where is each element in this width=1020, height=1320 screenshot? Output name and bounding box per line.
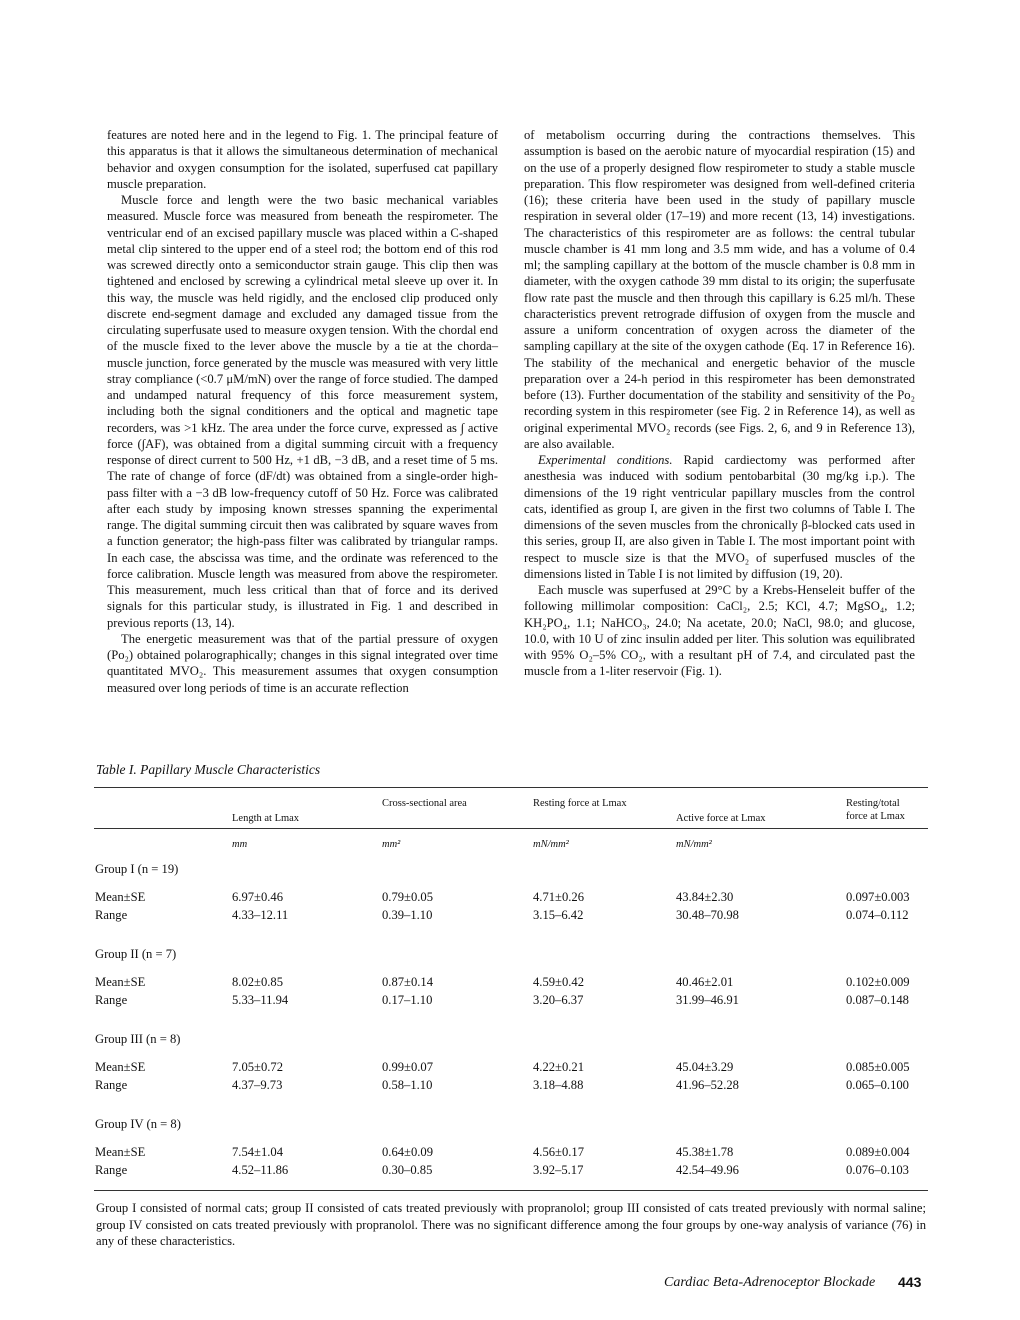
table-cell: 4.59±0.42 [533,975,584,989]
table-cell: 45.04±3.29 [676,1060,734,1074]
paragraph-text: Each muscle was superfused at 29°C by a Krebs-Henseleit buffer of the following millimolar composition: CaCl₂, 2.5; KCl, 4.7; MgSO₄, 1.2; KH₂PO₄, 1.1; NaHCO₃, 24.0; Na acetate, 20.0; NaCl, 98.0; and glucose, 10.0, with 10 U of zinc insulin added per liter. This solution was equilibrated with 95% O₂–5% CO₂, with a resultant pH of 7.4, and circulated past the muscle from a 1-liter reservoir (Fig. 1). [524,583,915,679]
column-unit: mm² [382,839,401,850]
column-header: Resting force at Lmax [533,798,627,809]
row-label: Range [95,993,128,1007]
table-cell: 4.22±0.21 [533,1060,584,1074]
page-number: 443 [898,1274,922,1290]
paragraph-text: The energetic measurement was that of the partial pressure of oxygen (Po₂) obtained polarographically; changes in this signal integrated over time quantitated MVO₂. This measurement assumes that oxygen consumption measured over long periods of time is an accurate reflection [107,631,498,695]
table-cell: 0.102±0.009 [846,975,910,989]
table-bottom-rule [94,1190,928,1191]
group-label: Group II (n = 7) [95,947,177,961]
table-caption: Table I. Papillary Muscle Characteristics [96,762,321,777]
table-cell: 8.02±0.85 [232,975,283,989]
column-header: Cross-sectional area [382,798,467,809]
table-cell: 41.96–52.28 [676,1078,739,1092]
row-label: Mean±SE [95,1145,146,1159]
column-unit: mN/mm² [533,839,569,850]
table-cell: 0.087–0.148 [846,993,909,1007]
table-cell: 0.79±0.05 [382,890,433,904]
table-cell: 43.84±2.30 [676,890,734,904]
table-cell: 0.99±0.07 [382,1060,433,1074]
table-cell: 0.58–1.10 [382,1078,433,1092]
table-cell: 6.97±0.46 [232,890,283,904]
column-header: Active force at Lmax [676,813,766,824]
right-column [524,127,915,680]
row-label: Range [95,1163,128,1177]
paragraph-text: Rapid cardiectomy was performed after anesthesia was induced with sodium pentobarbital (30 mg/kg i.p.). The dimensions of the 19 right ventricular papillary muscles from the control cats, identified as group I, are given in the first two columns of Table I. The dimensions of the seven muscles from the chronically β-blocked cats used in this series, group II, are also given in Table I. The most important point with respect to muscle size is that the MVO₂ of superfused muscles of the dimensions listed in Table I is not limited by diffusion (19, 20). [524,453,915,581]
group-label: Group I (n = 19) [95,862,179,876]
row-label: Mean±SE [95,975,146,989]
table-cell: 7.54±1.04 [232,1145,283,1159]
group-label: Group IV (n = 8) [95,1117,181,1131]
table-header-rule [94,828,928,829]
table-cell: 3.15–6.42 [533,908,584,922]
table-cell: 40.46±2.01 [676,975,734,989]
table-cell: 4.52–11.86 [232,1163,289,1177]
table-cell: 0.30–0.85 [382,1163,433,1177]
table-cell: 0.87±0.14 [382,975,433,989]
table-cell: 0.074–0.112 [846,908,909,922]
table-cell: 0.089±0.004 [846,1145,910,1159]
table-cell: 0.17–1.10 [382,993,433,1007]
table-cell: 0.076–0.103 [846,1163,909,1177]
row-label: Range [95,908,128,922]
table-cell: 5.33–11.94 [232,993,289,1007]
table-cell: 4.37–9.73 [232,1078,283,1092]
paragraph-text: of metabolism occurring during the contractions themselves. This assumption is based on the aerobic nature of myocardial respiration (15) and on the use of a properly designed flow respirometer to study a stable muscle preparation. This flow respirometer was designed from well-defined criteria (16); these criteria have been used in the study of papillary muscle respiration in several older (17–19) and more recent (13, 14) investigations. The characteristics of this respirometer are as follows: the central tubular muscle chamber is 41 mm long and 3.5 mm wide, and has a volume of 0.4 ml; the sampling capillary at the bottom of the muscle chamber is 0.8 mm in diameter, with the oxygen cathode 39 mm distal to its origin; the superfusate flow rate past the muscle and then through this capillary is 6.25 ml/h. These characteristics prevent retrograde diffusion of oxygen from the muscle and assure a uniform concentration of oxygen across the diameter of the sampling capillary at the site of the oxygen cathode (Eq. 17 in Reference 16). The stability of the mechanical and energetic behavior of the muscle preparation over a 24-h period in this respirometer has been demonstrated before (13). Further documentation of the stability and sensitivity of the Po₂ recording system in this respirometer (see Fig. 2 in Reference 14), as well as original experimental MVO₂ records (see Figs. 2, 6, and 9 in Reference 13), are also available. [524,128,915,451]
row-label: Range [95,1078,128,1092]
table-cell: 0.085±0.005 [846,1060,910,1074]
column-header: Length at Lmax [232,813,300,824]
table-footnote: Group I consisted of normal cats; group II consisted of cats treated previously with propranolol; group III consisted of cats treated previously with normal saline; group IV consisted on cats treated previously with propranolol. There was no significant difference among the four groups by one-way analysis of variance (76) in any of these characteristics. [96,1201,926,1248]
column-unit: mm [232,839,248,850]
table-cell: 3.20–6.37 [533,993,584,1007]
paragraph [524,127,915,452]
paragraph [524,582,915,680]
paragraph [524,452,915,582]
table-cell: 30.48–70.98 [676,908,739,922]
table-cell: 3.18–4.88 [533,1078,584,1092]
paragraph [107,127,498,192]
left-column [107,127,498,696]
table-cell: 0.065–0.100 [846,1078,909,1092]
row-label: Mean±SE [95,890,146,904]
table-cell: 42.54–49.96 [676,1163,739,1177]
paragraph [107,631,498,696]
table-cell: 45.38±1.78 [676,1145,734,1159]
paragraph-text: Muscle force and length were the two basic mechanical variables measured. Muscle force was measured from beneath the respirometer. The ventricular end of an excised papillary muscle was placed within a C-shaped metal clip sintered to the upper end of a steel rod; the bottom end of this rod was screwed directly onto a semiconductor strain gauge. This clip then was tightened and enclosed by screwing a cylindrical metal sleeve up over it. In this way, the muscle was held rigidly, and the enclosed clip produced only discrete end-segment damage and excluded any damaged tissue from the circulating superfusate used to measure oxygen tension. With the chordal end of the muscle fixed to the lever above the muscle by a tie at the chorda–muscle junction, force generated by the muscle was measured with very little stray compliance (<0.7 μM/mN) over the range of force studied. The damped and undamped natural frequency of this force measurement system, including both the signal conditioners and the optical and magnetic tape recorders, was >1 kHz. The area under the force curve, expressed as ∫ active force (∫AF), was obtained from a digital summing circuit with a frequency response of direct current to 500 Hz, +1 dB, −3 dB, and a reset time of 5 ms. The rate of change of force (dF/dt) was obtained from a single-order high-pass filter with a −3 dB low-frequency cutoff of 50 Hz. Force was calibrated after each study by imposing known stresses spanning the experimental range. The digital summing circuit then was calibrated by square waves from a function generator; the high-pass filter was calibrated by triangular ramps. In each case, the abscissa was time, and the ordinate was referenced to the force calibration. Muscle length was measured from above the respirometer. This measurement, much less critical than that of force and its derived signals for this particular study, is illustrated in Fig. 1 and described in previous reports (13, 14). [107,193,498,630]
table-cell: 4.71±0.26 [533,890,584,904]
column-header: Resting/total force at Lmax [846,798,905,822]
row-label: Mean±SE [95,1060,146,1074]
paragraph-text: features are noted here and in the legend to Fig. 1. The principal feature of this apparatus is that it allows the simultaneous determination of mechanical behavior and oxygen consumption for the isolated, superfused cat papillary muscle preparation. [107,128,498,191]
table-cell: 0.64±0.09 [382,1145,433,1159]
group-label: Group III (n = 8) [95,1032,181,1046]
running-head: Cardiac Beta-Adrenoceptor Blockade [664,1275,876,1290]
table-cell: 0.097±0.003 [846,890,910,904]
table-cell: 0.39–1.10 [382,908,433,922]
column-unit: mN/mm² [676,839,712,850]
table-cell: 31.99–46.91 [676,993,739,1007]
paragraph-lead: Experimental conditions. [538,453,673,467]
table-cell: 3.92–5.17 [533,1163,584,1177]
paragraph [107,192,498,631]
table-cell: 4.33–12.11 [232,908,289,922]
table-cell: 4.56±0.17 [533,1145,584,1159]
table-top-rule [94,787,928,788]
table-cell: 7.05±0.72 [232,1060,283,1074]
